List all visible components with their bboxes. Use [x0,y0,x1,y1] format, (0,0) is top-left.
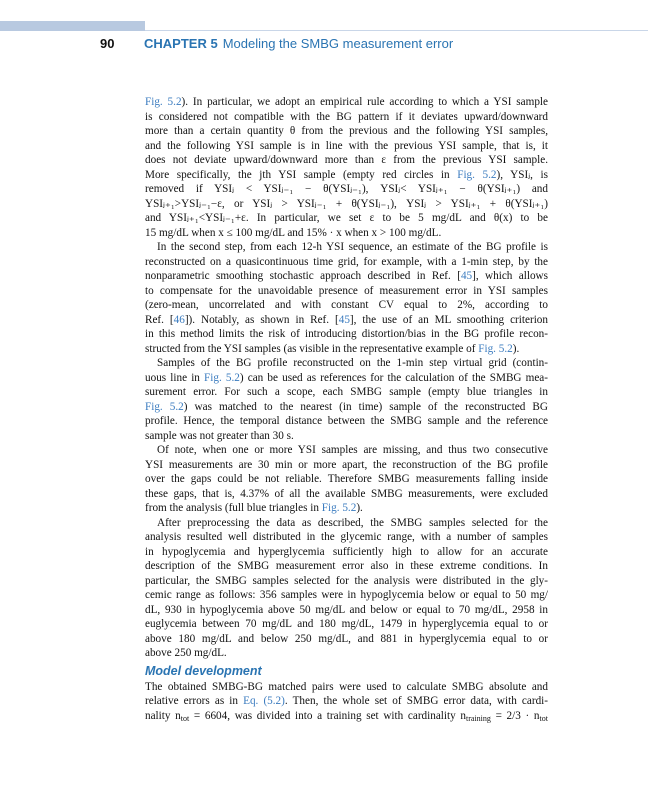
text-line [145,327,548,341]
text-run: cemic range as follows: 356 samples were in hypoglycemia below or equal to 50 mg/ [145,589,548,601]
header-color-bar [0,21,145,31]
text-run: = 2/3 · n [490,709,540,722]
text-run: particular, the SMBG samples selected for the analysis were distributed in the gly- [145,574,548,587]
text-line [145,298,548,312]
text-run: euglycemia between 70 mg/dL and 180 mg/dL, 1479 in hyperglycemia equal to or [145,618,548,630]
text-run: in hypoglycemia and hyperglycemia sufficiently high to allow for an accurate [145,545,548,558]
text-line [145,646,548,660]
cross-reference-link[interactable]: Fig. 5.2 [478,342,513,355]
running-header [144,36,453,51]
text-run: = 6604, was divided into a training set with cardinality n [189,709,466,722]
text-line [145,632,548,646]
text-run: Of note, when one or more YSI samples are missing, and thus two consecutive [157,444,548,456]
text-run: profile. Hence, the temporal distance between the SMBG sample and the reference [145,415,548,427]
text-run: structed from the YSI samples (as visible in the representative example of [145,342,479,355]
text-line [145,356,548,370]
text-line [145,559,548,573]
text-run: relative errors as in [145,695,244,707]
cross-reference-link[interactable]: 45 [338,313,350,326]
text-run: description of the SMBG measurement error also in these extreme conditions. In [145,560,548,572]
subscript: tot [539,713,548,723]
text-run: dL, 930 in hypoglycemia above 50 mg/dL and below or equal to 70 mg/dL, 2958 in [145,603,548,616]
text-line [145,574,548,588]
text-run: in this method limits the risk of introducing distortion/bias in the BG profile recon- [145,328,548,340]
text-line [145,168,548,182]
text-run: removed if YSIⱼ < YSIⱼ₋₁ − θ(YSIⱼ₋₁), YSIⱼ< YSIⱼ₊₁ − θ(YSIⱼ₊₁) and [145,183,548,195]
text-line [145,617,548,631]
chapter-title: Modeling the SMBG measurement error [222,36,454,51]
text-run: In the second step, from each 12-h YSI sequence, an estimate of the BG profile is [157,241,548,253]
text-run: and the following YSI sample is in line with the previous YSI sample, that is, it [145,139,548,152]
text-line [145,530,548,544]
text-run: ], the use of an ML smoothing criterion [349,313,548,326]
text-line [145,487,548,501]
subscript: training [466,713,491,723]
text-run: . Then, the whole set of SMBG error data, with cardi- [284,695,548,707]
text-line [145,211,548,225]
cross-reference-link[interactable]: Fig. 5.2 [145,96,182,108]
chapter-label: CHAPTER 5 [144,36,218,51]
text-run: The obtained SMBG-BG matched pairs were used to calculate SMBG absolute and [145,680,548,693]
text-run: ). [356,502,363,514]
text-run: ), YSIⱼ, is [496,168,548,181]
text-run: YSIⱼ₊₁>YSIⱼ₋₁−ε, or YSIⱼ > YSIⱼ₋₁ + θ(YSIⱼ₋₁), YSIⱼ > YSIⱼ₊₁ + θ(YSIⱼ₊₁) [145,197,548,210]
text-run: Samples of the BG profile reconstructed on the 1-min step virtual grid (contin- [157,357,548,369]
text-run: uous line in [145,371,205,384]
section-heading: Model development [145,664,262,678]
cross-reference-link[interactable]: Fig. 5.2 [204,371,240,384]
cross-reference-link[interactable]: 46 [173,313,185,326]
text-line [145,95,548,109]
text-run: ) can be used as references for the calculation of the SMBG mea- [239,371,548,384]
text-run: ) was matched to the nearest (in time) sample of the reconstructed BG [183,400,548,413]
text-line [145,313,548,327]
text-run: (zero-mean, uncorrelated and with constant CV equal to 2%, according to [145,299,548,311]
text-run: is considered not compatible with the BG pattern if it deviates upward/downward [145,110,548,123]
text-line [145,472,548,486]
text-line [145,709,548,723]
text-line [145,240,548,254]
cross-reference-link[interactable]: Eq. (5.2) [243,695,285,707]
header-rule [145,30,648,31]
text-line [145,545,548,559]
text-line [145,182,548,196]
text-line [145,400,548,414]
text-run: analysis resulted well distributed in the glycemic range, with a number of samples [145,531,548,543]
text-line [145,694,548,708]
text-line [145,124,548,138]
text-run: nonparametric smoothing stochastic approach described in Ref. [ [145,270,461,282]
text-line [145,110,548,124]
text-run: More specifically, the jth YSI sample (empty red circles in [145,168,458,181]
subscript: tot [180,713,190,723]
text-run: these gaps, that is, 4.37% of all the available SMBG measurements, were excluded [145,487,548,500]
text-line [145,603,548,617]
cross-reference-link[interactable]: 45 [460,270,473,282]
cross-reference-link[interactable]: Fig. 5.2 [457,168,497,181]
text-line [145,443,548,457]
text-run: ], which allows [472,270,548,282]
text-line [145,429,548,443]
text-run: does not deviate upward/downward more than ε from the previous YSI sample. [145,154,548,166]
text-run: above 250 mg/dL. [145,647,227,659]
text-line [145,153,548,167]
text-line [145,269,548,283]
text-line [145,501,548,515]
text-line [145,516,548,530]
cross-reference-link[interactable]: Fig. 5.2 [145,400,184,413]
cross-reference-link[interactable]: Fig. 5.2 [321,502,357,514]
text-run: above 180 mg/dL and below 250 mg/dL, and 881 in hyperglycemia equal to or [145,632,548,645]
page-number: 90 [100,36,115,51]
text-line [145,588,548,602]
text-run: more than a certain quantity θ from the previous and the following YSI samples, [145,125,548,137]
text-line [145,414,548,428]
text-run: sample was not greater than 30 s. [145,429,294,442]
text-run: Ref. [ [145,313,174,326]
text-run: over the gaps could be not reliable. Therefore SMBG measurements falling inside [145,473,548,485]
text-line [145,226,548,240]
text-line [145,197,548,211]
text-run: and YSIⱼ₊₁<YSIⱼ₋₁+ε. In particular, we set ε to be 5 mg/dL and θ(x) to be [145,212,548,224]
text-line [145,284,548,298]
text-run: to compensate for the unavoidable presence of measurement error in YSI samples [145,284,548,297]
text-line [145,385,548,399]
text-line [145,458,548,472]
text-line [145,371,548,385]
text-run: ]). Notably, as shown in Ref. [ [184,313,339,326]
text-run: YSI measurements are 30 min or more apart, the reconstruction of the BG profile [145,458,548,471]
text-run: After preprocessing the data as described, the SMBG samples selected for the [157,516,548,529]
text-line [145,680,548,694]
text-run: 15 mg/dL when x ≤ 100 mg/dL and 15% · x when x > 100 mg/dL. [145,226,442,239]
text-run: from the analysis (full blue triangles in [145,502,322,514]
text-line [145,342,548,356]
text-run: surement error. For such a scope, each SMBG sample (empty blue triangles in [145,386,548,398]
text-line [145,255,548,269]
text-run: ). In particular, we adopt an empirical rule according to which a YSI sample [181,96,548,108]
text-run: ). [512,342,520,355]
text-run: nality n [145,709,181,722]
text-line [145,139,548,153]
text-run: reconstructed on a quasicontinuous time grid, for example, with a 1-min step, by the [145,255,548,268]
